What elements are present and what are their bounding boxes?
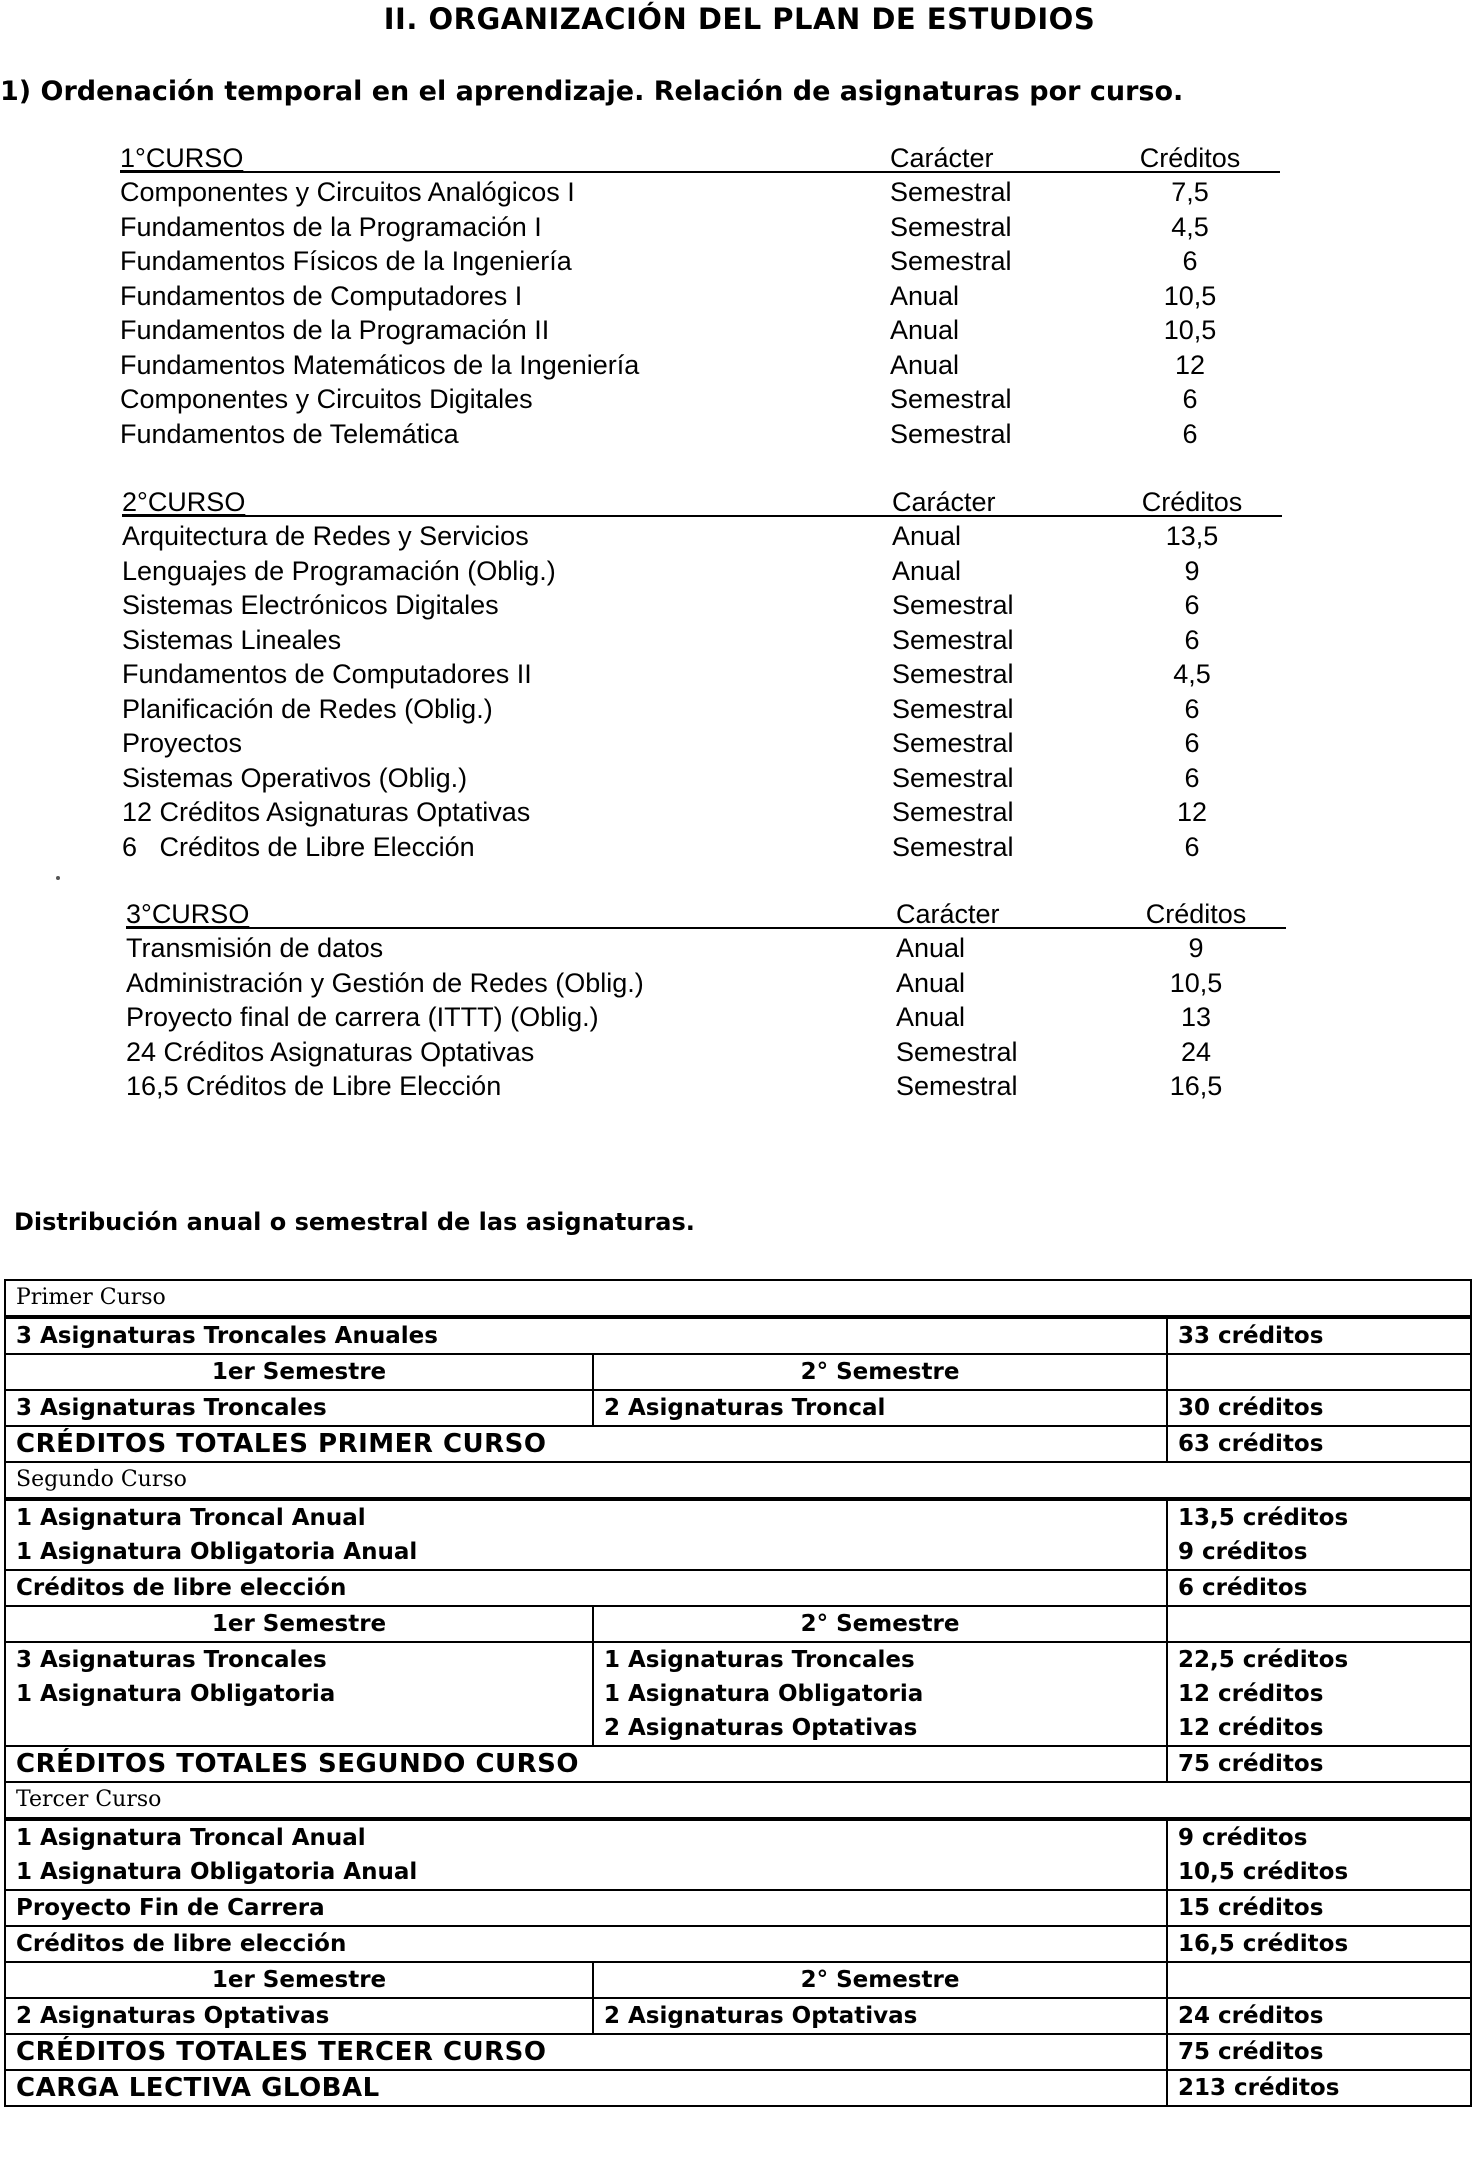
empty-cell [1166,1963,1470,1997]
subject-row [126,931,1286,966]
creditos-header: Créditos [1139,143,1241,173]
subject-name: Administración y Gestión de Redes (Oblig.) [126,967,644,998]
subject-caracter: Semestral [892,624,1014,655]
global-credits: 213 créditos [1166,2071,1470,2105]
subject-creditos: 6 [1184,693,1200,724]
subject-caracter: Anual [896,967,966,998]
row-label-line: 1 Asignatura Troncal Anual [16,1505,366,1531]
subject-caracter: Semestral [890,384,1012,414]
subject-caracter: Semestral [896,1071,1018,1101]
total-credits: 63 créditos [1166,1427,1470,1461]
subject-row [120,175,1280,210]
semester-header-row [6,1961,1470,1997]
subject-name: Lenguajes de Programación (Oblig.) [122,555,556,586]
course-block-2 [122,485,1282,864]
subject-name: Arquitectura de Redes y Servicios [122,521,529,551]
subject-row [122,554,1282,589]
subject-caracter: Semestral [892,693,1014,724]
subject-creditos: 13 [1180,1002,1212,1032]
subject-caracter: Anual [890,349,960,380]
sem1-header: 1er Semestre [211,1967,387,1993]
sem1-header: 1er Semestre [211,1359,387,1385]
subject-caracter: Semestral [890,211,1012,242]
subject-creditos: 9 [1184,555,1200,586]
subject-caracter: Semestral [892,590,1014,620]
row-credits: 33 créditos [1166,1319,1470,1353]
section-subtitle: 1) Ordenación temporal en el aprendizaje. Relación de asignaturas por curso. [0,76,1184,107]
page-title: II. ORGANIZACIÓN DEL PLAN DE ESTUDIOS [383,2,1096,36]
creditos-header: Créditos [1141,487,1243,517]
row-label-line: 1 Asignatura Obligatoria Anual [16,1859,418,1885]
subject-row [122,623,1282,658]
subject-creditos: 10,5 [1169,967,1223,998]
subject-creditos: 10,5 [1163,280,1217,311]
total-label: CRÉDITOS TOTALES SEGUNDO CURSO [16,1749,579,1779]
subject-row [126,1069,1286,1104]
distribution-title: Distribución anual o semestral de las asignaturas. [14,1208,695,1236]
course-header [122,485,1282,519]
sem2-header: 2° Semestre [592,1963,1166,1997]
course-block-3 [126,897,1286,1104]
total-credits: 75 créditos [1166,1747,1470,1781]
subject-caracter: Anual [890,280,960,311]
subject-caracter: Semestral [892,831,1014,862]
section-row [6,1781,1470,1817]
row-label-line: 1 Asignatura Troncal Anual [16,1825,366,1851]
credits-line: 9 créditos [1178,1539,1308,1565]
subject-caracter: Semestral [892,728,1014,758]
subject-creditos: 6 [1184,831,1200,862]
subject-name: Fundamentos de Telemática [120,418,459,449]
course-name: 1°CURSO [120,143,244,173]
subject-row [120,348,1280,383]
table-row [6,1925,1470,1961]
row-credits: 16,5 créditos [1166,1927,1470,1961]
subject-row [126,1000,1286,1035]
distribution-table [4,1279,1472,2107]
subject-name: Fundamentos Matemáticos de la Ingeniería [120,349,640,380]
credits-line: 10,5 créditos [1178,1859,1349,1885]
subject-creditos: 6 [1182,246,1198,276]
row-label-line: 1 Asignatura Obligatoria Anual [16,1539,418,1565]
subject-name: Sistemas Electrónicos Digitales [122,590,499,620]
row-label: Créditos de libre elección [16,1575,347,1601]
subject-creditos: 10,5 [1163,315,1217,345]
subject-caracter: Semestral [890,177,1012,207]
sem2-cell: 2 Asignaturas Optativas [592,1999,1166,2033]
subject-name: Sistemas Lineales [122,624,342,655]
credits-line: 12 créditos [1178,1681,1324,1707]
course-name: 2°CURSO [122,487,246,517]
caracter-header: Carácter [896,899,1000,929]
row-label: Proyecto Fin de Carrera [16,1895,325,1921]
subject-caracter: Semestral [890,418,1012,449]
cell-line: 1 Asignatura Obligatoria [604,1681,924,1707]
subject-row [122,588,1282,623]
subject-row [120,417,1280,452]
total-credits: 75 créditos [1166,2035,1470,2069]
subject-name: Planificación de Redes (Oblig.) [122,693,493,724]
course-header [120,141,1280,175]
section-row [6,1461,1470,1497]
table-row [6,1497,1470,1569]
course-header [126,897,1286,931]
total-row [6,1745,1470,1781]
sem1-header: 1er Semestre [211,1611,387,1637]
table-row [6,1889,1470,1925]
course-block-1 [120,141,1280,451]
section-row [6,1281,1470,1315]
sem1-cell: 2 Asignaturas Optativas [16,2003,330,2029]
subject-name: Transmisión de datos [126,933,384,963]
stray-dot [56,876,60,880]
row-credits: 6 créditos [1166,1571,1470,1605]
subject-row [120,244,1280,279]
subject-creditos: 24 [1180,1036,1212,1067]
row-label [6,1821,1166,1889]
subject-creditos: 4,5 [1171,211,1209,242]
caracter-header: Carácter [890,143,994,173]
header-rule [120,171,1280,173]
credits-line: 9 créditos [1178,1825,1308,1851]
subject-caracter: Semestral [896,1036,1018,1067]
subject-name: Fundamentos de la Programación II [120,315,550,345]
subject-name: Fundamentos Físicos de la Ingeniería [120,246,572,276]
global-row [6,2069,1470,2105]
subject-name: 24 Créditos Asignaturas Optativas [126,1036,535,1067]
row-label [6,1501,1166,1569]
subject-row [122,726,1282,761]
subject-creditos: 6 [1184,624,1200,655]
section-label: Segundo Curso [16,1467,187,1492]
subject-row [120,210,1280,245]
subject-creditos: 9 [1188,933,1204,963]
total-label: CRÉDITOS TOTALES TERCER CURSO [16,2037,547,2067]
row-credits: 30 créditos [1166,1391,1470,1425]
subject-row [122,830,1282,865]
sem1-cell [6,1643,592,1745]
creditos-header: Créditos [1145,899,1247,929]
table-row [6,1315,1470,1353]
subject-name: Fundamentos de la Programación I [120,211,542,242]
subject-creditos: 6 [1182,418,1198,449]
row-credits [1166,1501,1470,1569]
subject-creditos: 16,5 [1169,1071,1223,1101]
subject-name: Componentes y Circuitos Digitales [120,384,533,414]
subject-row [122,761,1282,796]
subject-row [120,382,1280,417]
section-label: Primer Curso [16,1285,166,1310]
subject-name: Componentes y Circuitos Analógicos I [120,177,575,207]
table-row [6,1817,1470,1889]
subject-creditos: 6 [1184,590,1200,620]
subject-row [120,313,1280,348]
row-credits: 24 créditos [1166,1999,1470,2033]
table-row [6,1569,1470,1605]
sem2-header: 2° Semestre [592,1607,1166,1641]
credits-line: 12 créditos [1178,1715,1324,1741]
subject-creditos: 6 [1184,762,1200,793]
header-rule [122,515,1282,517]
semester-header-row [6,1353,1470,1389]
header-rule [126,927,1286,929]
empty-cell [1166,1607,1470,1641]
subject-name: 16,5 Créditos de Libre Elección [126,1071,502,1101]
semester-header-row [6,1605,1470,1641]
cell-line: 2 Asignaturas Optativas [604,1715,918,1741]
total-row [6,1425,1470,1461]
sem2-cell: 2 Asignaturas Troncal [592,1391,1166,1425]
subject-name: Proyectos [122,728,243,758]
cell-line: 3 Asignaturas Troncales [16,1647,327,1673]
subject-caracter: Semestral [890,246,1012,276]
empty-cell [1166,1355,1470,1389]
sem2-cell [592,1643,1166,1745]
global-label: CARGA LECTIVA GLOBAL [16,2073,380,2103]
credits-line: 22,5 créditos [1178,1647,1349,1673]
subject-creditos: 13,5 [1165,521,1219,551]
total-label: CRÉDITOS TOTALES PRIMER CURSO [16,1429,547,1459]
subject-caracter: Anual [896,933,966,963]
caracter-header: Carácter [892,487,996,517]
subject-row [122,692,1282,727]
cell-line: 1 Asignatura Obligatoria [16,1681,336,1707]
subject-caracter: Semestral [892,797,1014,827]
subject-name: Fundamentos de Computadores II [122,659,532,689]
subject-caracter: Anual [892,521,962,551]
subject-caracter: Anual [892,555,962,586]
subject-name: 12 Créditos Asignaturas Optativas [122,797,531,827]
subject-row [122,795,1282,830]
subject-creditos: 12 [1174,349,1206,380]
subject-row [126,1035,1286,1070]
row-credits: 15 créditos [1166,1891,1470,1925]
cell-line: 1 Asignaturas Troncales [604,1647,915,1673]
sem2-header: 2° Semestre [592,1355,1166,1389]
subject-caracter: Semestral [892,762,1014,793]
subject-creditos: 6 [1182,384,1198,414]
subject-creditos: 12 [1176,797,1208,827]
subject-caracter: Anual [890,315,960,345]
subject-name: Sistemas Operativos (Oblig.) [122,762,468,793]
subject-creditos: 6 [1184,728,1200,758]
subject-caracter: Anual [896,1002,966,1032]
subject-creditos: 4,5 [1173,659,1211,689]
section-label: Tercer Curso [16,1787,162,1812]
course-name: 3°CURSO [126,899,250,929]
subject-row [120,279,1280,314]
table-row [6,1997,1470,2033]
table-row [6,1389,1470,1425]
row-credits [1166,1643,1470,1745]
subject-caracter: Semestral [892,659,1014,689]
subject-name: 6 Créditos de Libre Elección [122,831,475,862]
table-row [6,1641,1470,1745]
sem1-cell: 3 Asignaturas Troncales [16,1395,327,1421]
credits-line: 13,5 créditos [1178,1505,1349,1531]
total-row [6,2033,1470,2069]
subject-row [122,519,1282,554]
row-label: Créditos de libre elección [16,1931,347,1957]
subject-row [122,657,1282,692]
subject-name: Proyecto final de carrera (ITTT) (Oblig.) [126,1002,599,1032]
row-label: 3 Asignaturas Troncales Anuales [16,1323,438,1349]
row-credits [1166,1821,1470,1889]
subject-row [126,966,1286,1001]
subject-name: Fundamentos de Computadores I [120,280,523,311]
subject-creditos: 7,5 [1171,177,1209,207]
